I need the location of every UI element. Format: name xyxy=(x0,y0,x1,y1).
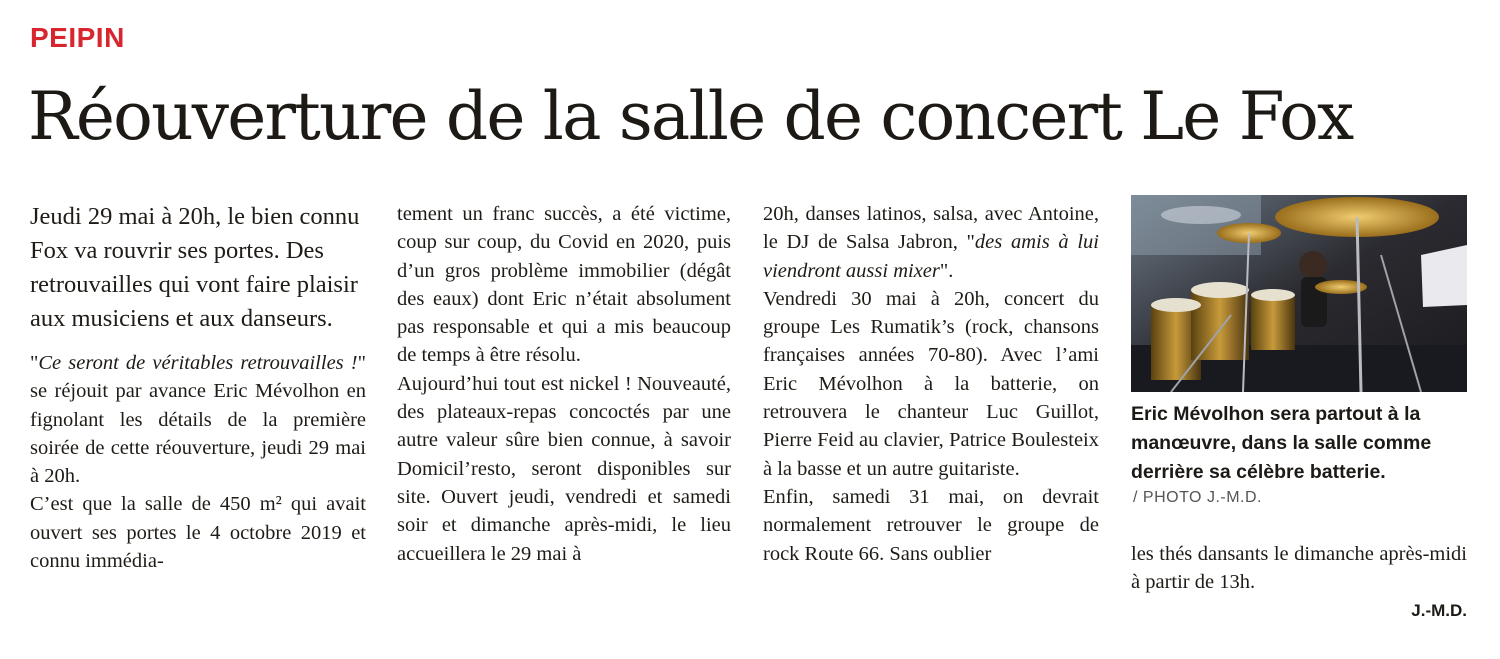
photo-credit: / PHOTO J.-M.D. xyxy=(1133,489,1262,506)
lead-paragraph: Jeudi 29 mai à 20h, le bien connu Fox va rouvrir ses portes. Des retrouvailles qui vont faire plaisir aux musiciens et aux danseurs. xyxy=(30,203,360,332)
paragraph xyxy=(763,200,1099,285)
photo-caption: Eric Mévolhon sera partout à la manœuvre, dans la salle comme derrière sa célèbre batterie. xyxy=(1131,403,1432,483)
column-2 xyxy=(397,200,731,568)
quote-rest: " se réjouit par avance Eric Mévolhon en fignolant les détails de la première soirée de cette réouverture, jeudi 29 mai à 20h. xyxy=(30,352,366,488)
paragraph: Aujourd’hui tout est nickel ! Nouveauté, des plateaux-repas concoctés par une autre valeur sûre bien connue, à savoir Domicil’resto, seront disponibles sur site. Ouvert jeudi, vendredi et samedi soir et dimanche après-midi, le lieu accueillera le 29 mai à xyxy=(397,372,731,565)
kicker: PEIPIN xyxy=(30,22,125,53)
paragraph: les thés dansants le dimanche après-midi à partir de 13h. xyxy=(1131,543,1467,594)
quote-paragraph xyxy=(30,349,366,490)
quote-text: des amis à lui viendront aussi mixer xyxy=(763,231,1099,282)
paragraph: C’est que la salle de 450 m² qui avait ouvert ses portes le 4 octobre 2019 et connu immédia- xyxy=(30,493,366,573)
author-signature: J.-M.D. xyxy=(1411,601,1467,620)
paragraph: Vendredi 30 mai à 20h, concert du groupe Les Rumatik’s (rock, chansons françaises années 70-80). Avec l’ami Eric Mévolhon à la batterie, on retrouvera le chanteur Luc Guillot, Pierre Feid au clavier, Patrice Boulesteix à la basse et un autre guitariste. xyxy=(763,287,1099,480)
text: 20h, danses latinos, salsa, avec Antoine, le DJ de Salsa Jabron, " xyxy=(763,203,1099,254)
column-1 xyxy=(30,200,366,575)
quote-text: Ce seront de véritables retrouvailles ! xyxy=(38,352,358,374)
paragraph: tement un franc succès, a été victime, coup sur coup, du Covid en 2020, puis d’un gros problème immobilier (dégât des eaux) dont Eric n’était absolument pas responsable et qui a mis beaucoup de temps à être résolu. xyxy=(397,203,731,367)
paragraph: Enfin, samedi 31 mai, on devrait normalement retrouver le groupe de rock Route 66. Sans oublier xyxy=(763,485,1099,565)
text: ". xyxy=(939,259,954,282)
column-3 xyxy=(763,200,1099,568)
drummer-photo xyxy=(1131,195,1467,392)
headline: Réouverture de la salle de concert Le Fox xyxy=(28,78,1353,155)
quote-mark: " xyxy=(30,352,39,374)
